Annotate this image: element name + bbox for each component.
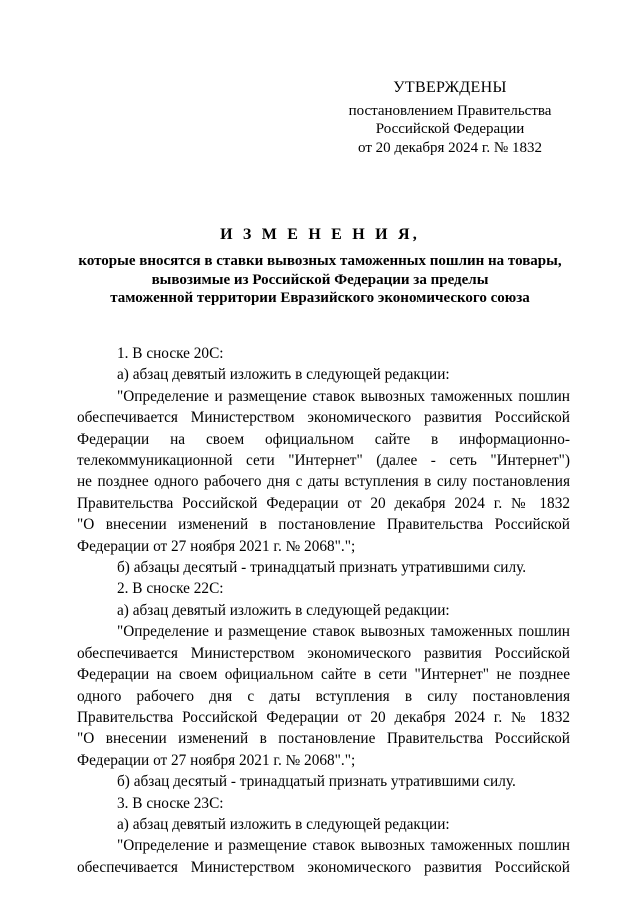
quote-line: Федерации на своем официальном сайте в сети "Интернет" не позднее — [77, 666, 570, 684]
quote-line: "О внесении изменений в постановление Правительства Российской — [77, 730, 570, 748]
approval-line: постановлением Правительства — [348, 102, 552, 119]
approval-line: от 20 декабря 2024 г. № 1832 — [358, 139, 542, 156]
section-heading: 2. В сноске 22С: — [117, 580, 224, 598]
approval-block — [330, 79, 570, 157]
paragraph: а) абзац девятый изложить в следующей редакции: — [117, 815, 450, 833]
quote-line: Правительства Российской Федерации от 20 декабря 2024 г. № 1832 — [77, 494, 570, 512]
approval-heading: УТВЕРЖДЕНЫ — [393, 79, 507, 96]
section-heading: 1. В сноске 20С: — [117, 345, 224, 362]
quote-line: Федерации от 27 ноября 2021 г. № 2068"."; — [77, 751, 356, 769]
quote-line: "Определение и размещение ставок вывозных таможенных пошлин — [117, 623, 570, 641]
subtitle-line: которые вносятся в ставки вывозных таможенных пошлин на товары, — [78, 253, 562, 269]
quote-line: "О внесении изменений в постановление Правительства Российской — [77, 516, 570, 534]
quote-line: Федерации от 27 ноября 2021 г. № 2068"."; — [77, 537, 356, 555]
document-subtitle — [60, 252, 580, 308]
paragraph: а) абзац девятый изложить в следующей редакции: — [117, 366, 450, 384]
quote-line: не позднее одного рабочего дня с даты вступления в силу постановления — [77, 473, 570, 491]
paragraph: б) абзацы десятый - тринадцатый признать утратившими силу. — [117, 559, 527, 577]
document-title: И З М Е Н Е Н И Я, — [220, 226, 420, 243]
quote-line: Правительства Российской Федерации от 20 декабря 2024 г. № 1832 — [77, 708, 570, 726]
approval-line: Российской Федерации — [375, 121, 525, 137]
quote-line: телекоммуникационной сети "Интернет" (далее - сеть "Интернет") — [77, 452, 570, 470]
quote-line: обеспечивается Министерством экономического развития Российской — [77, 858, 570, 876]
paragraph: а) абзац девятый изложить в следующей редакции: — [117, 601, 450, 619]
quote-line: "Определение и размещение ставок вывозных таможенных пошлин — [117, 837, 570, 855]
document-body — [77, 343, 570, 878]
quote-line: одного рабочего дня с даты вступления в силу постановления — [77, 687, 570, 705]
section-heading: 3. В сноске 23С: — [117, 794, 224, 812]
quote-line: обеспечивается Министерством экономического развития Российской — [77, 409, 570, 427]
subtitle-line: таможенной территории Евразийского экономического союза — [110, 290, 530, 306]
quote-line: обеспечивается Министерством экономического развития Российской — [77, 644, 570, 662]
subtitle-line: вывозимые из Российской Федерации за пределы — [151, 271, 489, 288]
paragraph: б) абзац десятый - тринадцатый признать утратившими силу. — [117, 773, 516, 791]
quote-line: Федерации на своем официальном сайте в информационно- — [77, 430, 570, 448]
quote-line: "Определение и размещение ставок вывозных таможенных пошлин — [117, 387, 570, 405]
